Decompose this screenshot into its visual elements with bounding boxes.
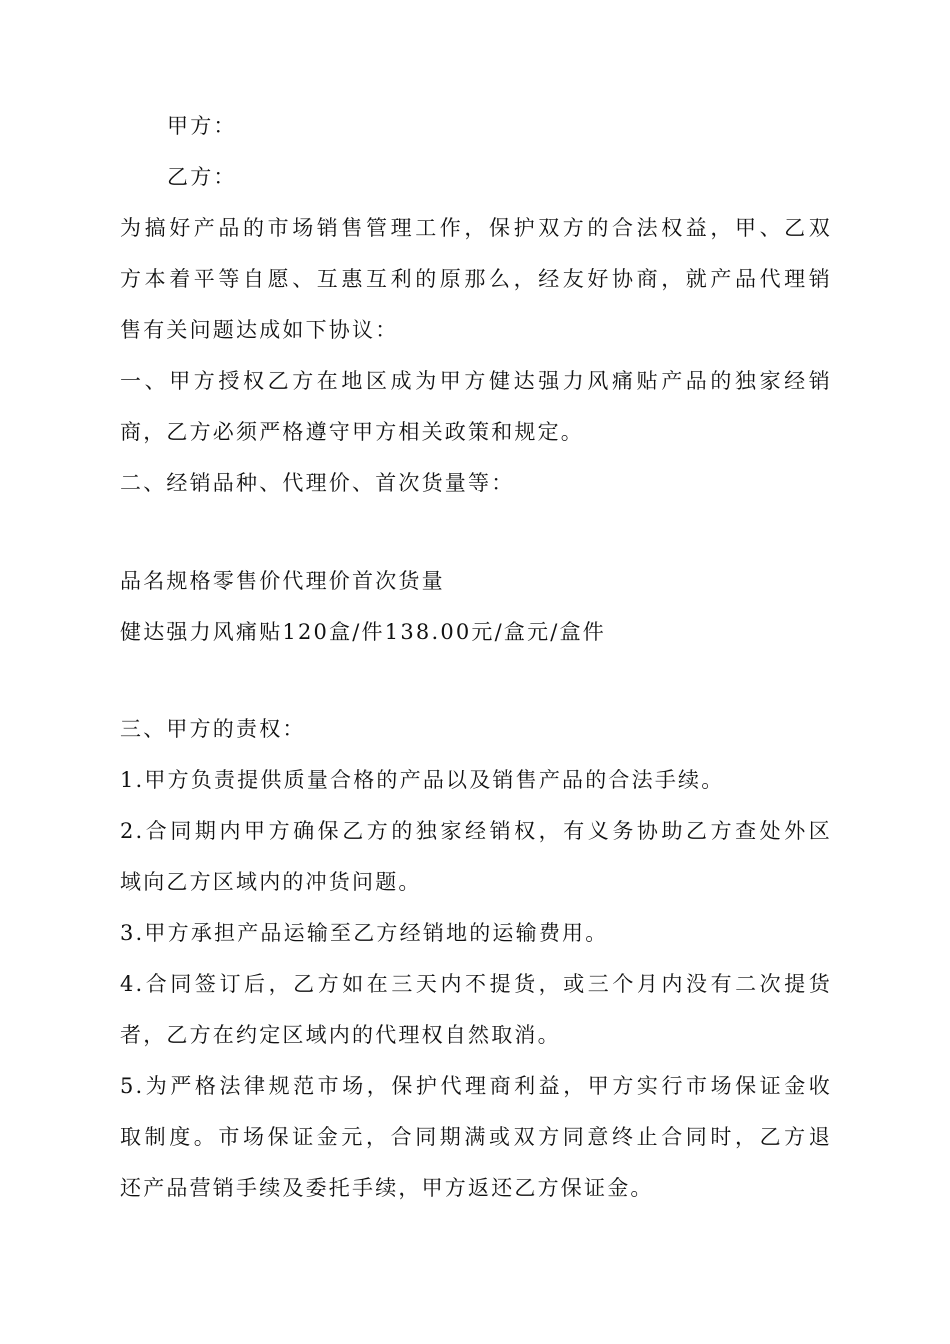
intro-line: 为搞好产品的市场销售管理工作，保护双方的合法权益，甲、乙双 [120,216,832,240]
list-item-continuation: 取制度。市场保证金元，合同期满或双方同意终止合同时，乙方退 [120,1125,832,1149]
product-table [120,556,832,658]
spacer [120,509,832,556]
clause-3-items [120,755,832,1214]
clause-3-heading: 三、甲方的责权： [120,717,306,741]
product-table-header: 品名规格零售价代理价首次货量 [120,569,445,593]
party-a-label: 甲方： [167,114,237,138]
spacer [120,658,832,704]
party-b-label: 乙方： [167,165,237,189]
clause-1 [120,356,832,458]
list-item: 4.合同签订后，乙方如在三天内不提货，或三个月内没有二次提货 [120,972,832,996]
intro-line: 售有关问题达成如下协议： [120,318,399,342]
product-table-row: 健达强力风痛贴120盒/件138.00元/盒元/盒件 [120,620,606,644]
clause-1-line: 商，乙方必须严格遵守甲方相关政策和规定。 [120,420,584,444]
list-item: 5.为严格法律规范市场，保护代理商利益，甲方实行市场保证金收 [120,1074,832,1098]
clause-1-line: 一、甲方授权乙方在地区成为甲方健达强力风痛贴产品的独家经销 [120,369,832,393]
intro-line: 方本着平等自愿、互惠互利的原那么，经友好协商，就产品代理销 [120,267,832,291]
list-item-continuation: 域向乙方区域内的冲货问题。 [120,870,422,894]
contract-page [120,101,832,1214]
list-item-continuation: 者，乙方在约定区域内的代理权自然取消。 [120,1023,561,1047]
intro-paragraph [120,203,832,356]
list-item: 1.甲方负责提供质量合格的产品以及销售产品的合法手续。 [120,768,725,792]
list-item: 2.合同期内甲方确保乙方的独家经销权，有义务协助乙方查处外区 [120,819,832,843]
clause-2-heading: 二、经销品种、代理价、首次货量等： [120,471,515,495]
list-item-continuation: 还产品营销手续及委托手续，甲方返还乙方保证金。 [120,1176,654,1200]
list-item: 3.甲方承担产品运输至乙方经销地的运输费用。 [120,921,609,945]
